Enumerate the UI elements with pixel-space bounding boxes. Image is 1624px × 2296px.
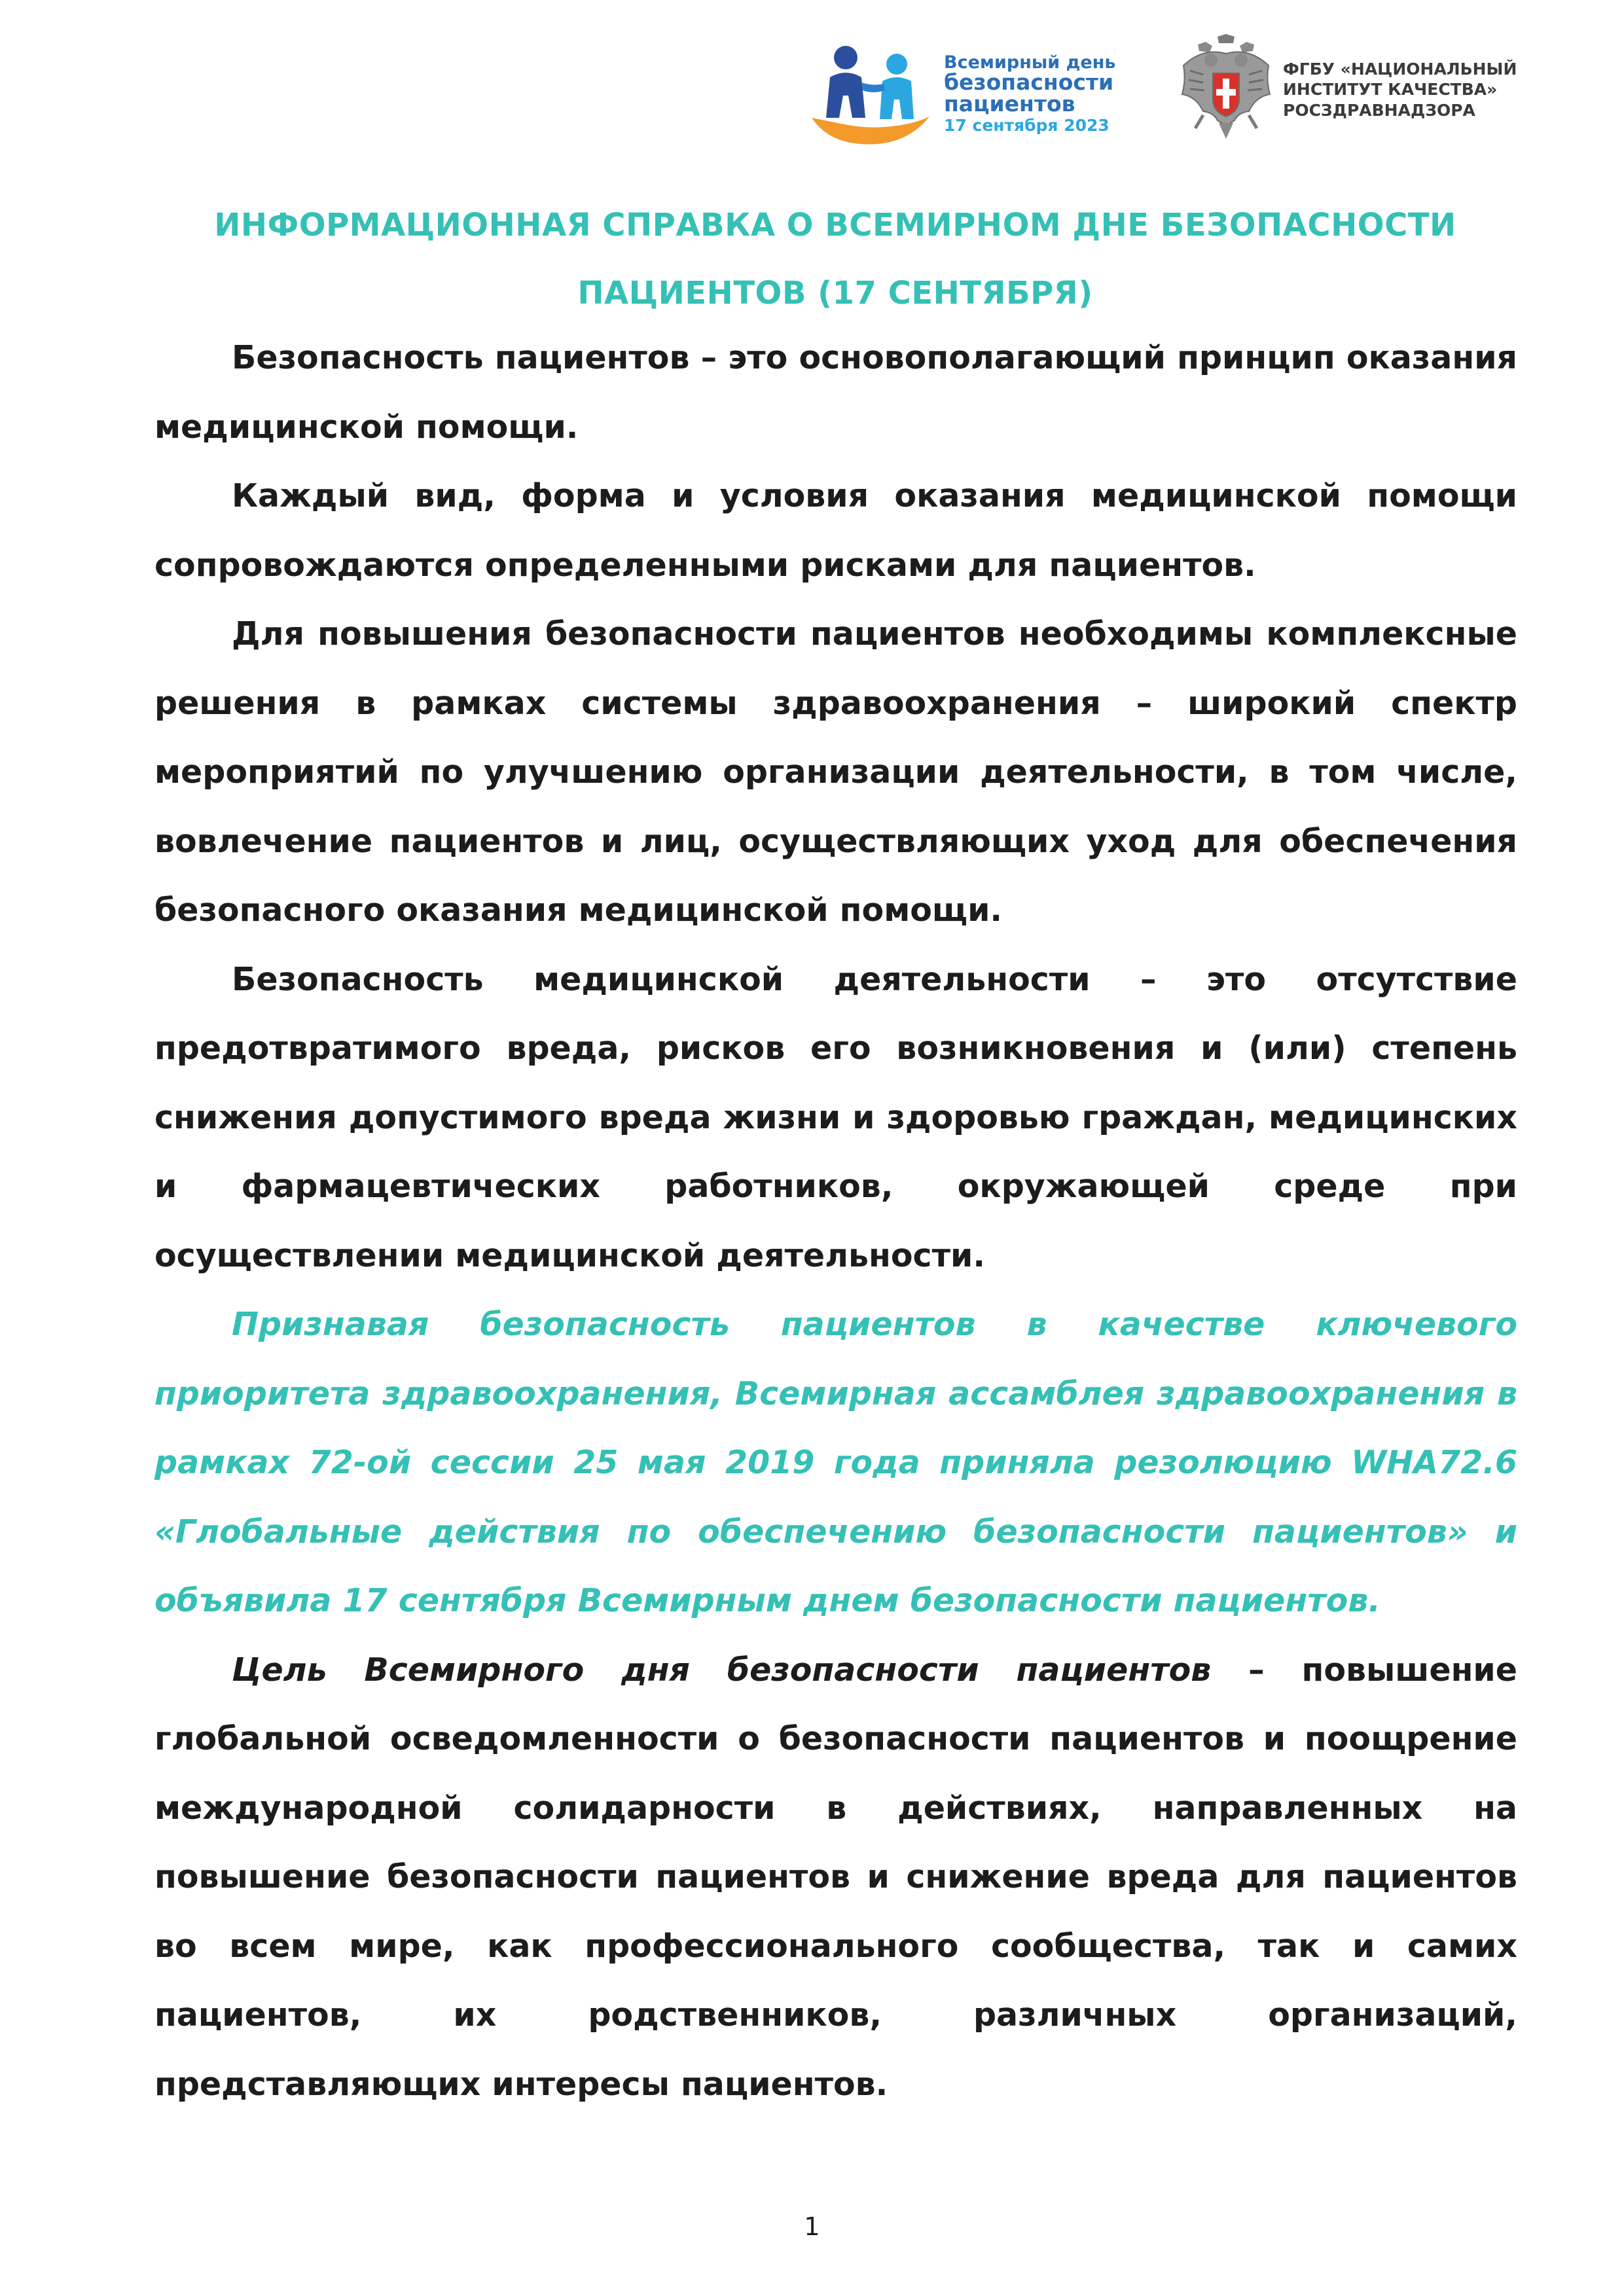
paragraph-6 [154,1636,1517,2119]
paragraph-1: Безопасность пациентов – это основополагающий принцип оказания медицинской помощи. [154,339,1517,446]
event-logo-text [944,54,1115,134]
event-logo-line1: Всемирный день [944,52,1116,73]
event-logo-date: 17 сентября 2023 [944,116,1110,135]
double-headed-eagle-emblem-icon [1177,34,1275,145]
institute-logo [1177,34,1543,152]
institute-logo-line2: ИНСТИТУТ КАЧЕСТВА» [1283,80,1498,99]
helping-hands-icon [805,39,936,151]
document-title [154,191,1516,327]
paragraph-3: Для повышения безопасности пациентов необходимы комплексные решения в рамках системы здравоохранения – широкий спектр мероприятий по улучшению организации деятельности, в том числе, вовлечение пациентов и лиц, осуществляющих уход для обеспечения безопасного оказания медицинской помощи. [154,615,1517,929]
institute-logo-text [1283,59,1517,120]
paragraph-6-lead: Цель Всемирного дня безопасности пациентов [232,1651,1212,1689]
header [805,34,1538,152]
paragraph-4: Безопасность медицинской деятельности – это отсутствие предотвратимого вреда, рисков его возникновения и (или) степень снижения допустимого вреда жизни и здоровью граждан, медицинских и фармацевтических работников, окружающей среде при осуществлении медицинской деятельности. [154,960,1517,1274]
document-body [154,323,1517,2119]
event-logo-line2: безопасности [944,69,1114,95]
paragraph-2: Каждый вид, форма и условия оказания медицинской помощи сопровождаются определенными рисками для пациентов. [154,477,1517,584]
page-number: 1 [804,2212,820,2241]
institute-logo-line1: ФГБУ «НАЦИОНАЛЬНЫЙ [1283,60,1517,79]
event-logo-line3: пациентов [944,91,1075,117]
highlighted-paragraph: Признавая безопасность пациентов в качестве ключевого приоритета здравоохранения, Всемирная ассамблея здравоохранения в рамках 72-ой сессии 25 мая 2019 года приняла резолюцию WHA72.6 «Глобальные действия по обеспечению безопасности пациентов» и объявила 17 сентября Всемирным днем безопасности пациентов. [154,1306,1517,1619]
document-title-line1: ИНФОРМАЦИОННАЯ СПРАВКА О ВСЕМИРНОМ ДНЕ БЕЗОПАСНОСТИ [214,207,1456,243]
paragraph-6-rest: – повышение глобальной осведомленности о безопасности пациентов и поощрение международной солидарности в действиях, направленных на повышение безопасности пациентов и снижение вреда для пациентов во всем мире, как профессионального сообщества, так и самих пациентов, их родственников, различных организаций, представляющих интересы пациентов. [154,1651,1517,2103]
world-patient-safety-day-logo [805,34,1132,152]
institute-logo-line3: РОСЗДРАВНАДЗОРА [1283,100,1475,120]
document-title-line2: ПАЦИЕНТОВ (17 СЕНТЯБРЯ) [577,275,1093,312]
